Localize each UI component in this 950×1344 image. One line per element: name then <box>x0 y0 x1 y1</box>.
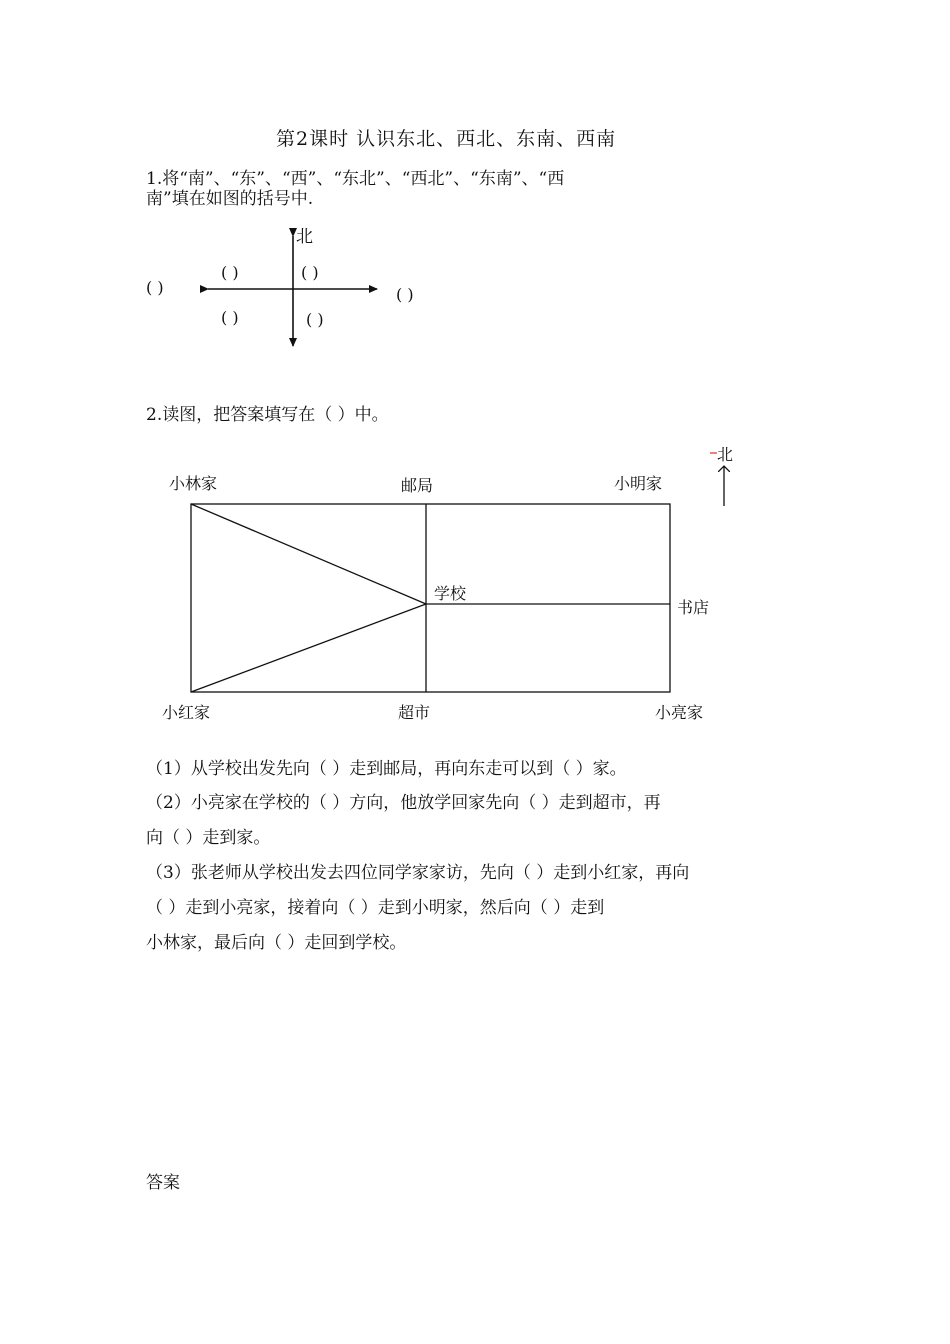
q1-blank-east[interactable]: ( ) <box>396 285 414 304</box>
map-label-youju: 邮局 <box>401 476 434 495</box>
sub-question-2-line2: 向（ ）走到家。 <box>146 828 271 848</box>
q1-text-line1: 1.将“南”、“东”、“西”、“东北”、“西北”、“东南”、“西 <box>146 169 565 189</box>
sub-question-2-line1: （2）小亮家在学校的（ ）方向，他放学回家先向（ ）走到超市，再 <box>146 793 661 813</box>
page-title: 第2课时 认识东北、西北、东南、西南 <box>276 128 617 150</box>
map-label-xiaolin: 小林家 <box>169 474 218 493</box>
q1-blank-northeast[interactable]: ( ) <box>301 263 319 282</box>
q1-blank-northwest[interactable]: ( ) <box>221 263 239 282</box>
map-north-label: 北 <box>717 445 734 464</box>
q1-text-line2: 南”填在如图的括号中. <box>146 189 314 209</box>
sub-question-3-line2: （ ）走到小亮家，接着向（ ）走到小明家，然后向（ ）走到 <box>146 898 605 918</box>
q1-north-label: 北 <box>296 227 313 247</box>
sub-question-3-line3: 小林家，最后向（ ）走回到学校。 <box>146 933 407 953</box>
map-label-xiaoliang: 小亮家 <box>655 703 704 722</box>
map-label-xuexiao: 学校 <box>434 584 467 603</box>
q1-blank-southeast[interactable]: ( ) <box>306 310 324 329</box>
map-label-shudian: 书店 <box>677 598 710 617</box>
map-outer-rect <box>191 504 670 692</box>
map-label-chaoshi: 超市 <box>398 703 431 722</box>
answer-heading: 答案 <box>146 1173 180 1193</box>
map-road-xiaolin-school <box>191 504 426 604</box>
q1-blank-southwest[interactable]: ( ) <box>221 308 239 327</box>
map-label-xiaoming: 小明家 <box>614 474 663 493</box>
sub-question-3-line1: （3）张老师从学校出发去四位同学家家访，先向（ ）走到小红家，再向 <box>146 863 690 883</box>
sub-question-1: （1）从学校出发先向（ ）走到邮局，再向东走可以到（ ）家。 <box>146 759 627 779</box>
map-label-xiaohong: 小红家 <box>162 703 211 722</box>
q1-blank-west[interactable]: ( ) <box>146 278 164 297</box>
map-road-xiaohong-school <box>191 604 426 692</box>
q2-intro: 2.读图，把答案填写在（ ）中。 <box>146 405 389 425</box>
